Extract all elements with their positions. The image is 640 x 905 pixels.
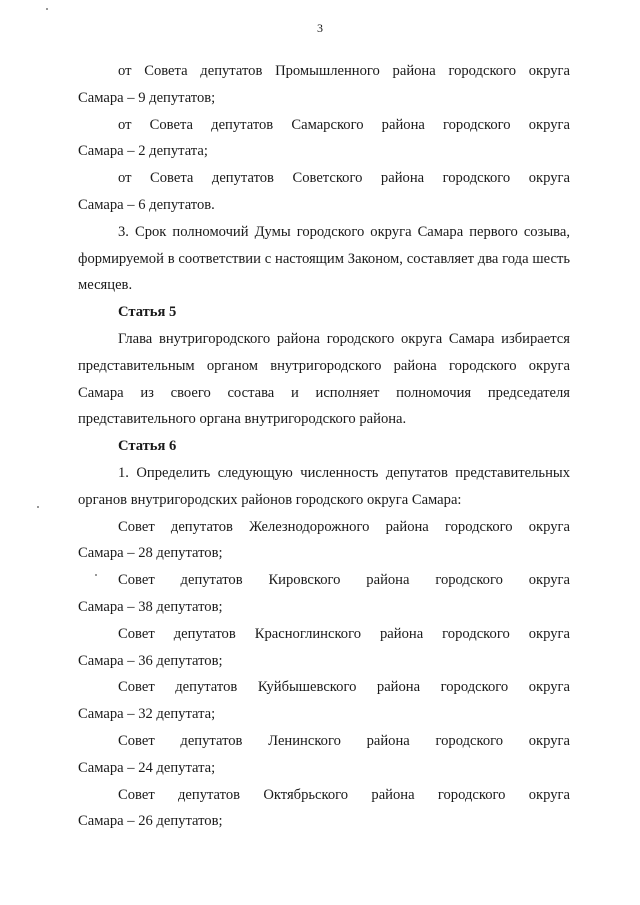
list-item: [78, 782, 570, 836]
list-item-line: Совет депутатов Куйбышевского района городского округа: [118, 679, 570, 696]
list-item: [78, 621, 570, 675]
list-item-line: Совет депутатов Кировского района городского округа: [118, 572, 570, 589]
article-5-text: Глава внутригородского района городского округа Самара избирается представительным органом внутригородского района городского округа Самара из своего состава и исполняет полномочия председателя представительного органа внутригородского района.: [78, 330, 570, 428]
document-body: [78, 58, 570, 835]
list-item: [78, 728, 570, 782]
list-item-line: Самара – 6 депутатов.: [78, 196, 215, 213]
list-item-line: Самара – 9 депутатов;: [78, 89, 216, 106]
list-item: [78, 58, 570, 112]
scan-speck: [37, 506, 39, 508]
list-item: [78, 112, 570, 166]
list-item-line: Самара – 24 депутата;: [78, 759, 216, 776]
clause-3: 3. Срок полномочий Думы городского округа Самара первого созыва, формируемой в соответствии с настоящим Законом, составляет два года шесть месяцев.: [78, 223, 570, 294]
page-number: 3: [317, 21, 323, 35]
list-item-line: от Совета депутатов Самарского района городского округа: [118, 116, 570, 133]
list-item-line: от Совета депутатов Промышленного района городского округа: [118, 63, 570, 79]
list-item-line: Самара – 2 депутата;: [78, 143, 208, 160]
list-item-line: Совет депутатов Красноглинского района городского округа: [118, 625, 570, 642]
article-6-heading: Статья 6: [118, 438, 177, 455]
article-6-intro: 1. Определить следующую численность депутатов представительных органов внутригородских районов городского округа Самара:: [78, 464, 570, 508]
list-item: [78, 567, 570, 621]
list-item-line: Самара – 36 депутатов;: [78, 652, 223, 669]
list-item-line: Самара – 26 депутатов;: [78, 813, 223, 830]
article-5-heading: Статья 5: [118, 304, 177, 321]
list-item-line: Совет депутатов Ленинского района городского округа: [118, 732, 570, 749]
list-item-line: Совет депутатов Октябрьского района городского округа: [118, 786, 570, 803]
list-item: [78, 165, 570, 219]
list-item-line: Совет депутатов Железнодорожного района городского округа: [118, 518, 570, 535]
scan-speck: [46, 8, 48, 10]
list-item: [78, 514, 570, 568]
list-item-line: Самара – 38 депутатов;: [78, 598, 223, 615]
list-item-line: Самара – 32 депутата;: [78, 706, 216, 723]
list-item: [78, 674, 570, 728]
list-item-line: от Совета депутатов Советского района городского округа: [118, 170, 570, 187]
list-item-line: Самара – 28 депутатов;: [78, 545, 223, 562]
